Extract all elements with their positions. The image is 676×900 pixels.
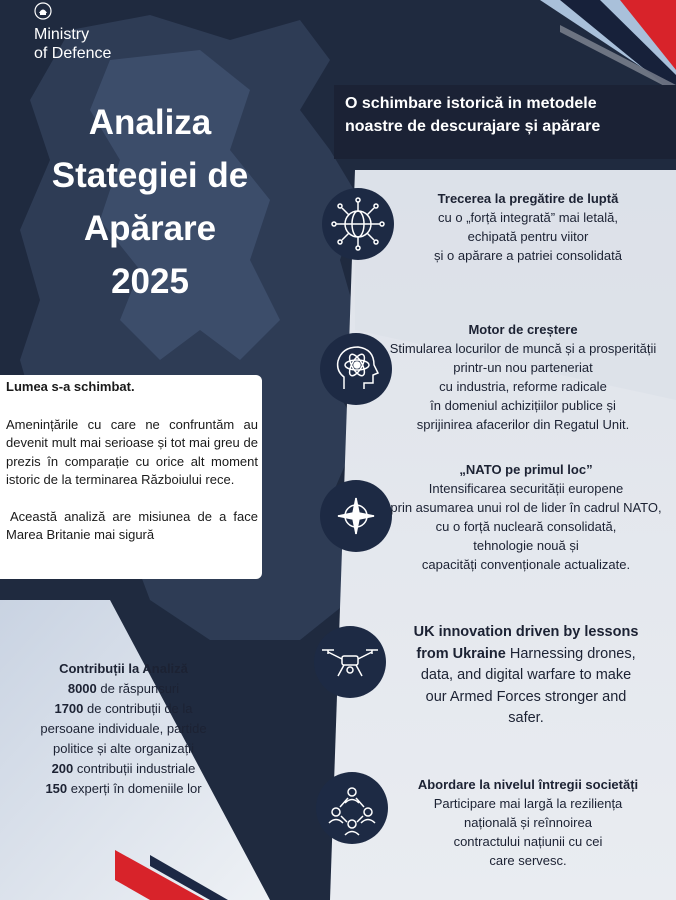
intro-paragraph: Această analiză are misiunea de a face Marea Britanie mai sigură [6, 508, 258, 542]
feature-text [380, 775, 676, 870]
feature-body-line: printr-un nou parteneriat [453, 360, 593, 375]
main-title [0, 96, 300, 308]
logo-line-1: Ministry [34, 26, 90, 43]
title-line: Apărare [83, 209, 217, 248]
feature-body-line: prin asumarea unui rol de lider în cadrul NATO, [390, 500, 662, 515]
feature-body-line: și o apărare a patriei consolidată [434, 248, 622, 263]
feature-title: „NATO pe primul loc” [459, 462, 593, 477]
contribution-line: 8000 de răspunsuri [67, 681, 180, 696]
feature-title: Motor de creștere [468, 322, 578, 337]
feature-text [376, 460, 676, 574]
feature-body-line: care servesc. [489, 853, 567, 868]
feature-body-line: tehnologie nouă și [473, 538, 579, 553]
feature-body-line: națională și reînnoirea [464, 815, 592, 830]
feature-body-line: data, and digital warfare to make [420, 667, 632, 683]
feature-body-line: Intensificarea securității europene [428, 481, 624, 496]
feature-body-line: Stimularea locurilor de muncă și a prosperității [389, 341, 657, 356]
feature-text [382, 189, 674, 265]
headline-banner [334, 85, 676, 159]
contribution-line: politice și alte organizații [53, 741, 194, 756]
crest-icon [34, 2, 52, 20]
contribution-line: persoane individuale, partide [40, 721, 207, 736]
feature-body-line: echipată pentru viitor [467, 229, 589, 244]
feature-title: Abordare la nivelul întregii societăți [417, 777, 639, 792]
feature-body-line: safer. [508, 710, 544, 726]
title-line: Stategiei de [51, 156, 249, 195]
people-network-icon [316, 772, 388, 844]
contribution-line: 1700 de contribuții de la [54, 701, 193, 716]
feature-text [370, 320, 676, 434]
feature-body-line: capacități convenționale actualizate. [421, 557, 631, 572]
contributions-title: Contribuții la Analiză [59, 661, 188, 676]
intro-paragraph: Amenințările cu care ne confruntăm au devenit mult mai serioase și tot mai greu de prezis în comparație cu orice alt moment istoric de la terminarea Războiului rece. [6, 416, 258, 487]
feature-body-line: sprijinirea afacerilor din Regatul Unit. [416, 417, 630, 432]
contributions-block [0, 659, 247, 799]
feature-title: Trecerea la pregătire de luptă [437, 191, 619, 206]
logo-line-2: of Defence [34, 45, 112, 62]
feature-body-line: cu industria, reforme radicale [439, 379, 607, 394]
feature-body-line: our Armed Forces stronger and [425, 688, 627, 705]
intro-title: Lumea s-a schimbat. [6, 379, 135, 394]
feature-title: UK innovation driven by lessons [413, 624, 639, 640]
headline-line: O schimbare istorică in metodele [345, 95, 597, 112]
title-line: Analiza [88, 103, 212, 142]
feature-body-line: cu o forță nucleară consolidată, [435, 519, 617, 534]
contribution-line: 150 experți în domeniile lor [45, 781, 202, 796]
headline-line: noastre de descurajare și apărare [345, 118, 601, 135]
feature-body-line: from Ukraine Harnessing drones, [416, 645, 636, 662]
feature-text [376, 622, 676, 730]
feature-body-line: contractului națiunii cu cei [453, 834, 603, 849]
feature-body-line: Participare mai largă la reziliența [433, 796, 623, 811]
title-line: 2025 [111, 262, 189, 301]
intro-card [0, 375, 262, 579]
contribution-line: 200 contribuții industriale [51, 761, 196, 776]
feature-body-line: cu o „forță integrată” mai letală, [438, 210, 618, 225]
feature-body-line: în domeniul achizițiilor publice și [430, 398, 616, 413]
